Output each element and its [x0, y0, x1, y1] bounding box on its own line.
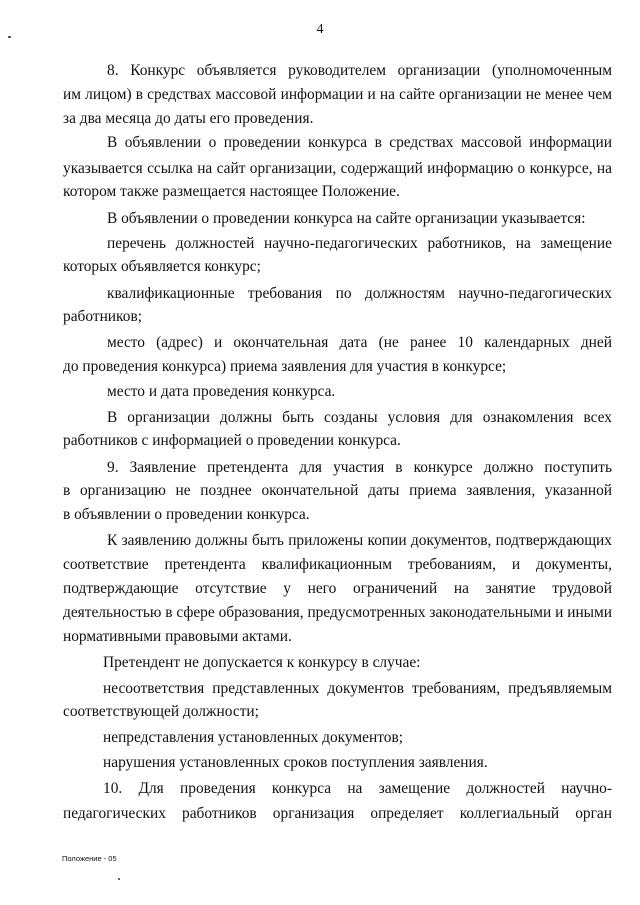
text-line: место (адрес) и окончательная дата (не ранее 10 календарных дней	[107, 334, 612, 351]
scan-speck	[8, 36, 11, 38]
text-line: котором также размещается настоящее Положение.	[63, 183, 400, 200]
text-line: 9. Заявление претендента для участия в конкурсе должно поступить	[107, 459, 612, 476]
text-line: Претендент не допускается к конкурсу в случае:	[103, 654, 421, 671]
text-line: В объявлении о проведении конкурса в средствах массовой информации	[107, 134, 612, 151]
text-line: в объявлении о проведении конкурса.	[63, 506, 310, 523]
page-number: 4	[316, 22, 324, 37]
text-line: работников с информацией о проведении конкурса.	[63, 432, 401, 449]
text-line: указывается ссылка на сайт организации, содержащий информацию о конкурсе, на	[63, 160, 612, 177]
text-line: 8. Конкурс объявляется руководителем организации (уполномоченным	[107, 62, 612, 79]
text-line: несоответствия представленных документов требованиям, предъявляемым	[103, 680, 612, 697]
text-line: перечень должностей научно-педагогических работников, на замещение	[107, 235, 612, 252]
text-line: работников;	[63, 308, 142, 325]
text-line: соответствующей должности;	[63, 703, 259, 720]
text-line: нарушения установленных сроков поступления заявления.	[103, 754, 488, 771]
text-line: в организацию не позднее окончательной даты приема заявления, указанной	[63, 482, 612, 499]
scan-speck	[118, 878, 120, 880]
text-line: им лицом) в средствах массовой информации и на сайте организации не менее чем	[63, 86, 612, 103]
text-line: которых объявляется конкурс;	[63, 258, 261, 275]
text-line: В объявлении о проведении конкурса на сайте организации указывается:	[107, 210, 586, 227]
text-line: К заявлению должны быть приложены копии документов, подтверждающих	[107, 532, 612, 549]
text-line: педагогических работников организация определяет коллегиальный орган	[63, 805, 612, 822]
text-line: соответствие претендента квалификационным требованиям, и документы,	[63, 556, 612, 573]
text-line: нормативными правовыми актами.	[63, 628, 292, 645]
text-line: непредставления установленных документов;	[103, 729, 403, 746]
text-line: место и дата проведения конкурса.	[107, 383, 336, 400]
text-line: до проведения конкурса) приема заявления для участия в конкурсе;	[63, 358, 507, 375]
footer-label: Положение - 05	[62, 854, 117, 863]
text-line: В организации должны быть созданы условия для ознакомления всех	[107, 409, 612, 426]
text-line: 10. Для проведения конкурса на замещение должностей научно-	[103, 780, 612, 797]
text-line: за два месяца до даты его проведения.	[63, 110, 314, 127]
text-line: деятельностью в сфере образования, предусмотренных законодательными и иными	[63, 604, 612, 621]
text-line: квалификационные требования по должностям научно-педагогических	[107, 285, 612, 302]
text-line: подтверждающие отсутствие у него ограничений на занятие трудовой	[63, 580, 612, 597]
